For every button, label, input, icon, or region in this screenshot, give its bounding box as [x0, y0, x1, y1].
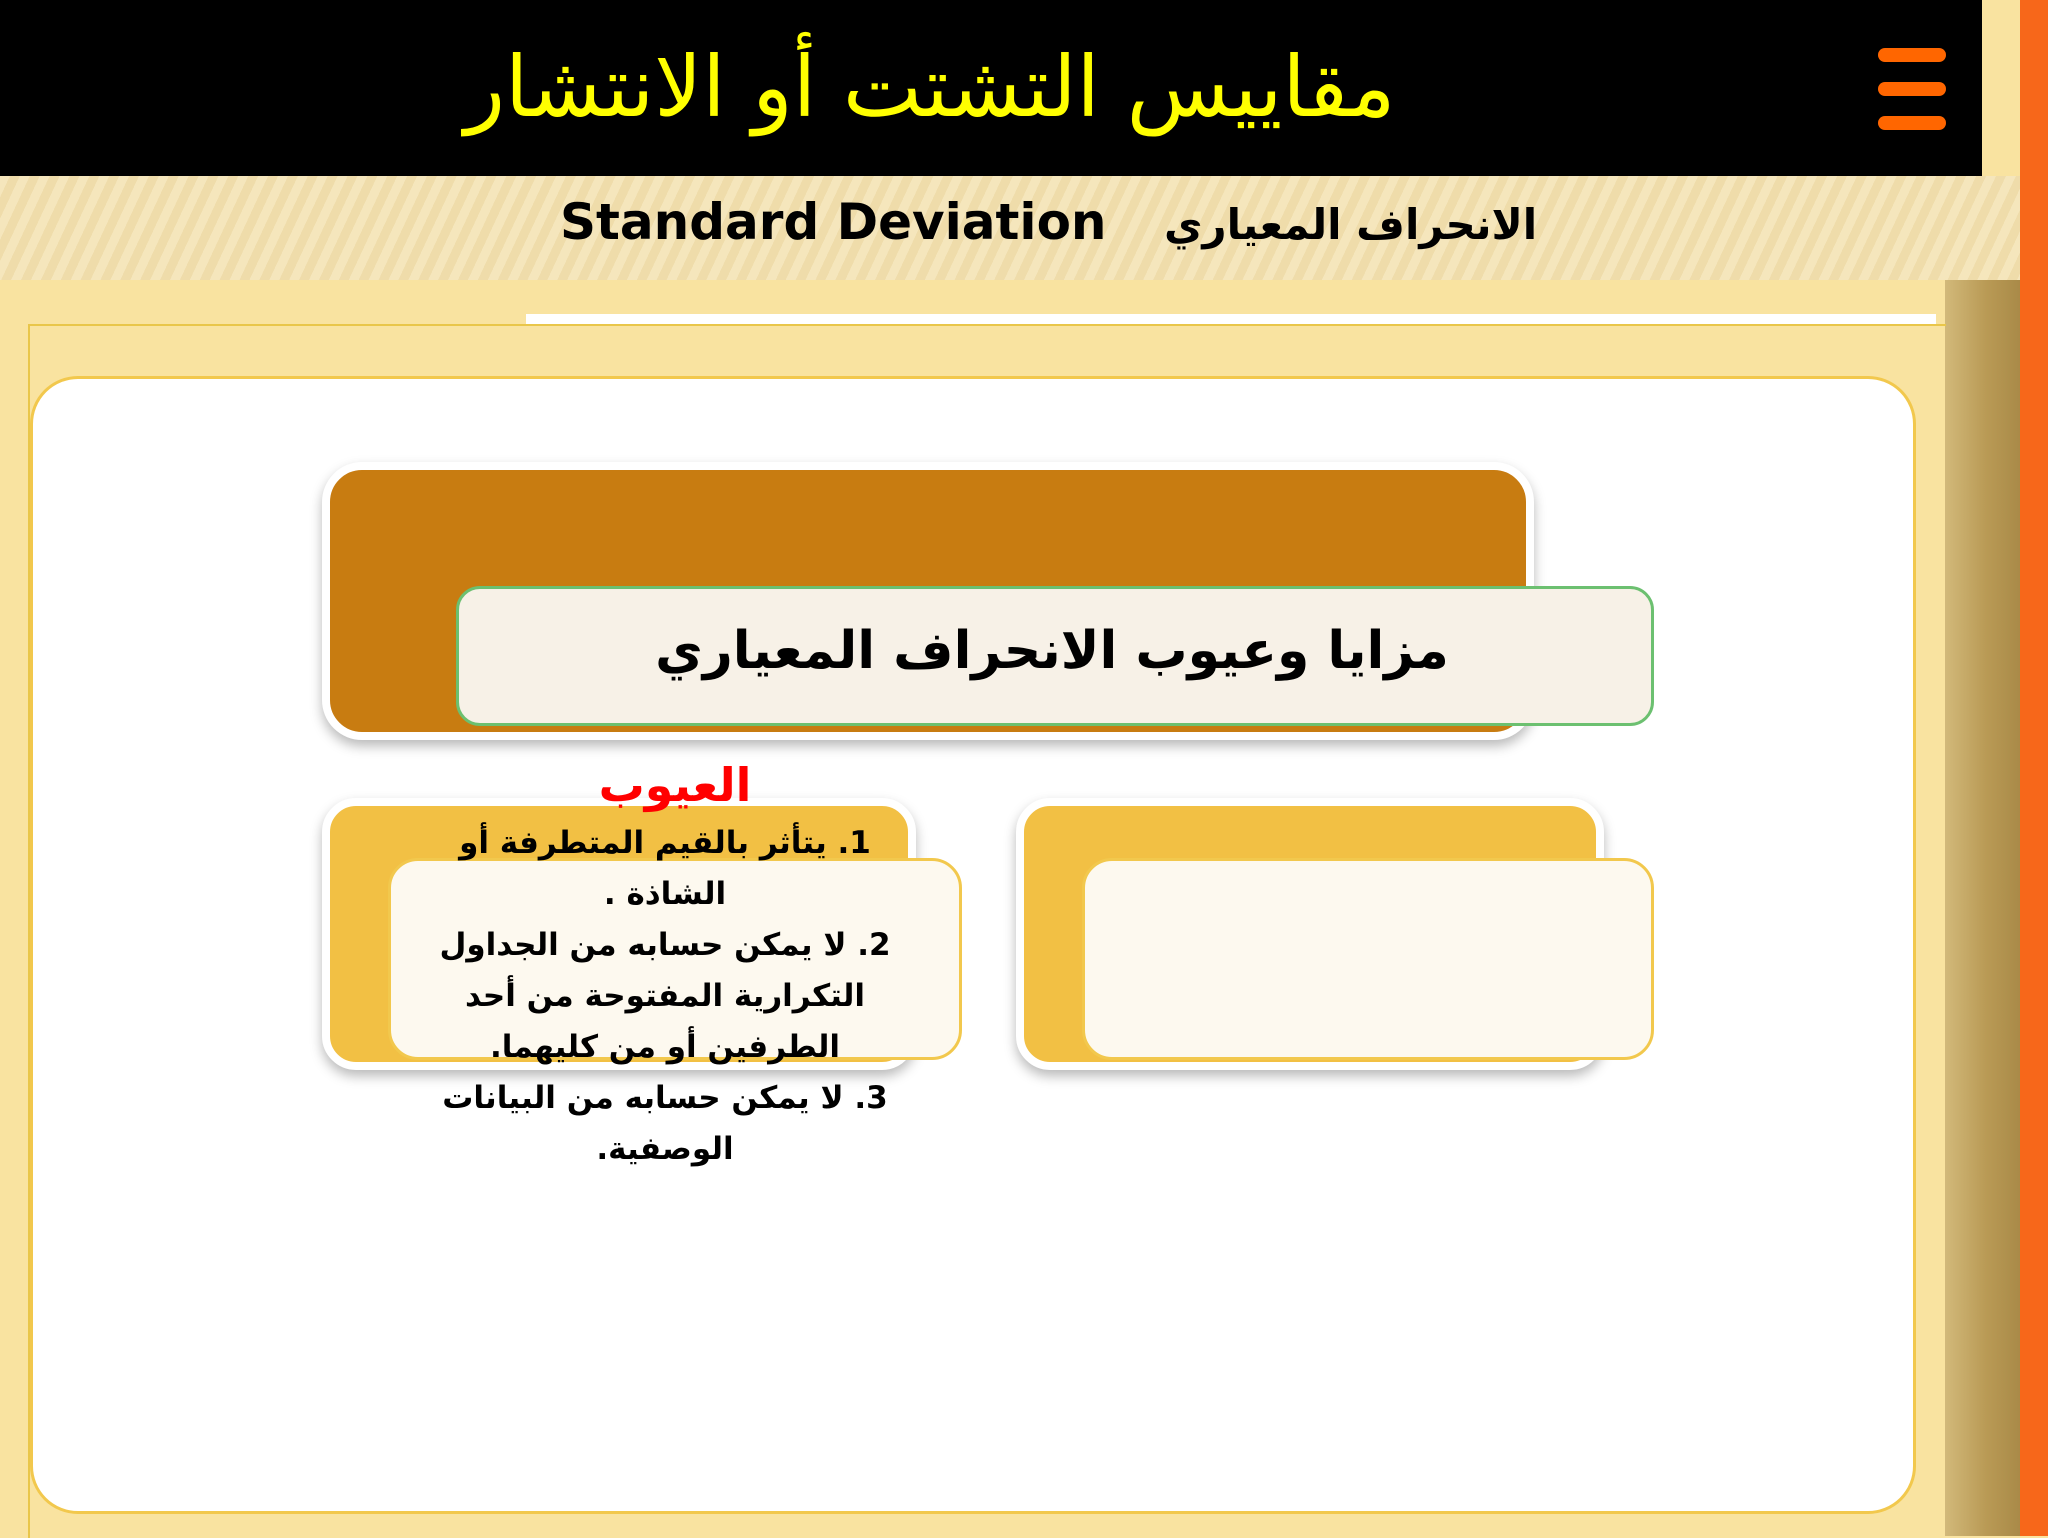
- hamburger-menu-icon[interactable]: [1878, 48, 1946, 130]
- advantages-disadvantages-heading: مزايا وعيوب الانحراف المعياري: [655, 621, 1449, 681]
- gold-side-stripe: [1945, 278, 2020, 1536]
- subtitle-arabic: الانحراف المعياري: [1163, 200, 1538, 249]
- orange-edge-stripe: [2020, 0, 2048, 1536]
- advantages-card-front: [1082, 858, 1654, 1060]
- menu-bar-line: [1878, 116, 1946, 130]
- subtitle-english: Standard Deviation: [560, 193, 1107, 251]
- menu-bar-line: [1878, 82, 1946, 96]
- list-item: 2. لا يمكن حسابه من الجداول التكرارية المفتوحة من أحد الطرفين أو من كليهما.: [439, 927, 891, 1065]
- list-item: 3. لا يمكن حسابه من البيانات الوصفية.: [442, 1080, 888, 1167]
- menu-bar-line: [1878, 48, 1946, 62]
- divider-line: [526, 314, 1936, 324]
- slide-title: مقاييس التشتت أو الانتشار: [464, 38, 1396, 136]
- slide-subtitle: [560, 176, 1538, 268]
- list-item: 1. يتأثر بالقيم المتطرفة أو الشاذة .: [459, 825, 871, 912]
- disadvantages-label: العيوب: [598, 758, 752, 812]
- disadvantages-list: [405, 818, 925, 1178]
